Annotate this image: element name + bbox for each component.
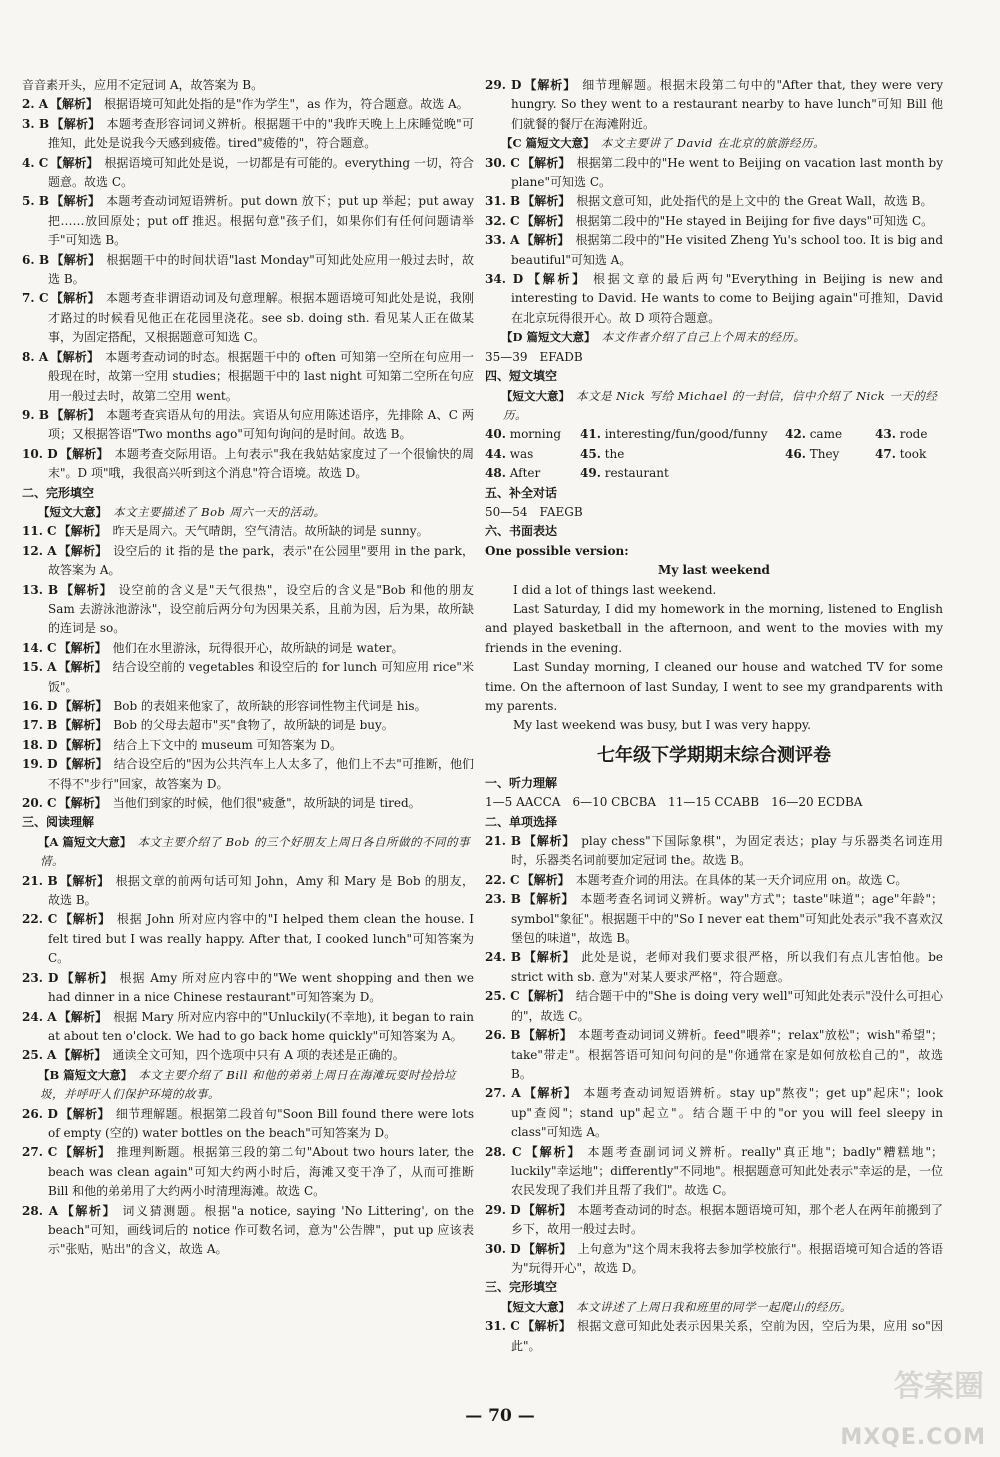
analysis-tag: 【解析】	[59, 1145, 111, 1160]
passage-summary	[22, 503, 474, 522]
fill-blank-answers	[485, 425, 943, 483]
question-number: 10. D	[22, 446, 58, 461]
analysis-text: Bob 的表姐来他家了，故所缺的形容词性物主代词是 his。	[113, 699, 427, 713]
answer-entry	[22, 251, 474, 290]
analysis-text: 结合题干中的"She is doing very well"可知此处表示"没什么可担心的"，故选 C。	[511, 989, 943, 1023]
blank-word: morning	[505, 427, 562, 442]
summary-tag: 【B 篇短文大意】	[38, 1067, 133, 1082]
blank-number: 44.	[485, 446, 506, 461]
analysis-tag: 【解析】	[51, 116, 101, 131]
question-number: 15. A	[22, 660, 57, 675]
question-number: 25. A	[22, 1048, 57, 1063]
answer-entry	[22, 192, 474, 250]
analysis-tag: 【解析】	[522, 1241, 572, 1256]
answer-entry	[22, 522, 474, 541]
analysis-tag: 【解析】	[60, 1203, 117, 1218]
question-number: 12. A	[22, 543, 57, 558]
answer-line: 35—39 EFADB	[485, 349, 583, 364]
blank-word: rode	[895, 427, 928, 442]
analysis-tag: 【解析】	[50, 97, 99, 112]
question-number: 24. B	[485, 950, 522, 965]
analysis-tag: 【解析】	[50, 291, 100, 306]
summary-text: 本文讲述了上周日我和班里的同学一起爬山的经历。	[576, 1299, 852, 1314]
answer-entry	[22, 406, 474, 445]
blank-number: 46.	[785, 446, 806, 461]
analysis-text: 推理判断题。根据第三段的第二句"About two hours later, the beach was clean again"可知大约两小时后，海滩又变干净了，从而可推断 Bill 和他的弟弟用了大约两小时清理海滩。故选 C。	[48, 1145, 474, 1199]
analysis-tag: 【解析】	[58, 796, 107, 811]
analysis-text: 根据文意可知，此处指代的是上文中的 the Great Wall，故选 B。	[576, 194, 933, 209]
analysis-tag: 【解析】	[523, 834, 576, 849]
question-number: 20. C	[22, 796, 57, 811]
analysis-text: 本题考查宾语从句的用法。宾语从句应用陈述语序，先排除 A、C 两项；又根据答语"Two months ago"可知句询问的是时间。故选 B。	[48, 407, 474, 442]
blank-answer	[875, 425, 935, 444]
analysis-text: 根据第二段中的"He visited Zheng Yu's school too. It is big and beautiful"可知选 A。	[511, 233, 943, 267]
analysis-tag: 【解析】	[59, 699, 108, 713]
answer-entry	[22, 115, 474, 154]
answer-entry	[485, 987, 943, 1026]
answer-entry	[22, 1008, 474, 1047]
passage-summary	[485, 1298, 943, 1317]
question-number: 23. B	[485, 892, 521, 907]
answer-entry	[22, 1202, 474, 1260]
analysis-text: 根据 John 所对应内容中的"I helped them clean the house. I felt tired but I was really happy. After that, I cooked lunch"可知答案为 C。	[48, 912, 474, 966]
analysis-tag: 【解析】	[58, 1009, 108, 1024]
question-number: 29. D	[485, 78, 522, 92]
analysis-text: 本题考查交际用语。上句表示"我在我姑姑家度过了一个很愉快的周末"。D 项"哦，我很高兴听到这个消息"符合语境。故选 D。	[48, 446, 474, 481]
question-number: 27. C	[22, 1145, 58, 1160]
blank-number: 49.	[580, 466, 601, 481]
summary-text: 本文主要介绍了 Bob 的三个好朋友上周日各自所做的不同的事情。	[40, 834, 470, 869]
blank-answer	[485, 425, 580, 444]
analysis-tag: 【解析】	[58, 640, 107, 655]
answer-entry	[485, 212, 943, 231]
analysis-tag: 【解析】	[59, 757, 108, 772]
analysis-text: 他们在水里游泳，玩得很开心，故所缺的词是 water。	[112, 640, 404, 655]
analysis-tag: 【解析】	[523, 78, 577, 92]
summary-tag: 【C 篇短文大意】	[501, 136, 595, 151]
analysis-text: 本题考查动词短语辨析。stay up"熬夜"；get up"起床"；look up"查阅"；stand up"起立"。结合题干中的"or you will feel sleepy in class"可知选 A。	[511, 1086, 943, 1140]
analysis-text: 此处是说，老师对我们要求很严格，所以我们有点儿害怕他。be strict with sb. 意为"对某人要求严格"，符合题意。	[511, 950, 943, 984]
blank-number: 48.	[485, 466, 506, 481]
blank-number: 42.	[785, 427, 806, 442]
answer-entry	[22, 736, 474, 755]
blank-number: 41.	[580, 427, 601, 442]
essay-paragraph: My last weekend was busy, but I was very happy.	[513, 718, 811, 733]
analysis-tag: 【解析】	[59, 912, 111, 927]
analysis-text: 根据 Mary 所对应内容中的"Unluckily(不幸地), it began to rain at about ten o'clock. We had to go back home quickly"可知答案为 A。	[48, 1009, 474, 1043]
analysis-text: 通读全文可知，四个选项中只有 A 项的表述是正确的。	[112, 1048, 405, 1063]
analysis-tag: 【解析】	[59, 873, 110, 888]
passage-summary	[485, 387, 943, 426]
passage-summary	[485, 328, 943, 347]
analysis-text: 昨天是周六。天气晴朗，空气清洁。故所缺的词是 sunny。	[112, 524, 429, 539]
answer-entry	[22, 697, 474, 716]
question-number: 17. B	[22, 718, 58, 733]
watermark-logo	[829, 1369, 994, 1450]
analysis-text: 词义猜测题。根据"a notice, saying 'No Littering', on the beach"可知，画线词后的 notice 作可数名词，意为"公告牌"，put up 应该表示"张贴，贴出"的含义，故选 A。	[48, 1203, 474, 1257]
blank-number: 43.	[875, 427, 896, 442]
analysis-tag: 【解析】	[523, 950, 576, 965]
question-number: 19. D	[22, 757, 58, 772]
analysis-text: 本题考查动词短语辨析。put down 放下；put up 举起；put away 把……放回原处；put off 推迟。根据句意"孩子们，如果你们有任何问题请举手"可知选 B。	[48, 194, 474, 248]
answer-entry	[485, 871, 943, 890]
question-number: 5. B	[22, 194, 50, 209]
essay-body	[485, 581, 943, 736]
question-number: 29. D	[485, 1202, 521, 1217]
answer-entry	[22, 969, 474, 1008]
summary-tag: 【短文大意】	[501, 1299, 570, 1314]
analysis-text: 根据语境可知此处指的是"作为学生"，as 作为，符合题意。故选 A。	[104, 97, 469, 112]
answer-entry	[22, 542, 474, 581]
analysis-tag: 【解析】	[521, 872, 570, 887]
answer-entry	[22, 1105, 474, 1144]
analysis-tag: 【解析】	[521, 155, 571, 170]
analysis-tag: 【解析】	[58, 543, 108, 558]
question-number: 32. C	[485, 213, 520, 228]
analysis-text: 本题考查形容词词义辨析。根据题干中的"我昨天晚上上床睡觉晚"可推知，此处是说我今天感到疲倦。tired"疲倦的"，符合题意。	[48, 116, 474, 151]
analysis-text: 设空后的 it 指的是 the park，表示"在公园里"要用 in the park，故答案为 A。	[48, 543, 474, 578]
answer-entry	[485, 76, 943, 134]
analysis-text: 根据 Amy 所对应内容中的"We went shopping and then we had dinner in a nice Chinese restaurant"可知答案为 D。	[48, 970, 474, 1005]
question-number: 34. D	[485, 272, 524, 287]
blank-answer	[580, 464, 785, 483]
section-heading: One possible version:	[485, 543, 629, 558]
section-heading: 五、补全对话	[485, 485, 558, 500]
answer-entry	[22, 581, 474, 639]
question-number: 33. A	[485, 233, 520, 248]
answer-entry	[22, 1046, 474, 1065]
passage-summary	[22, 833, 474, 872]
answer-line: 1—5 AACCA 6—10 CBCBA 11—15 CCABB 16—20 ECDBA	[485, 795, 863, 810]
question-number: 18. D	[22, 737, 58, 752]
question-number: 16. D	[22, 699, 58, 713]
analysis-tag: 【解析】	[521, 233, 570, 248]
blank-number: 45.	[580, 446, 601, 461]
answer-entry	[485, 1201, 943, 1240]
essay-paragraph: Last Sunday morning, I cleaned our house and watched TV for some time. On the afternoon of last Sunday, I went to see my grandparents with my parents.	[485, 660, 943, 713]
blank-answer	[485, 445, 580, 464]
analysis-tag: 【解析】	[51, 407, 101, 422]
analysis-text: 本题考查名词词义辨析。way"方式"；taste"味道"；age"年龄"；symbol"象征"。根据题干中的"So I never eat them"可知此处表示"我不喜欢汉堡包的味道"，故选 B。	[511, 892, 943, 946]
watermark-cn: 答案圈	[894, 1369, 984, 1404]
blank-word: the	[600, 446, 625, 461]
analysis-tag: 【解析】	[522, 892, 575, 907]
answer-entry	[22, 872, 474, 911]
question-number: 28. A	[22, 1203, 59, 1218]
question-number: 30. C	[485, 155, 520, 170]
essay-paragraph: I did a lot of things last weekend.	[513, 582, 717, 597]
exam-title: 七年级下学期期末综合测评卷	[597, 744, 831, 766]
analysis-text: Bob 的父母去超市"买"食物了，故所缺的词是 buy。	[113, 718, 394, 733]
blank-number: 40.	[485, 427, 506, 442]
question-number: 22. C	[485, 872, 520, 887]
summary-text: 本文主要介绍了 Bill 和他的弟弟上周日在海滩玩耍时捡拾垃圾，并呼吁人们保护环境的故事。	[40, 1067, 457, 1102]
essay-title: My last weekend	[658, 563, 770, 578]
analysis-tag: 【解析】	[60, 582, 113, 597]
answer-entry	[485, 154, 943, 193]
analysis-text: 根据第二段中的"He went to Beijing on vacation last month by plane"可知选 C。	[511, 155, 943, 190]
analysis-tag: 【解析】	[58, 660, 107, 675]
answer-entry	[22, 95, 474, 114]
answer-entry	[485, 832, 943, 871]
blank-word: After	[505, 466, 541, 481]
answer-entry	[22, 716, 474, 735]
blank-answer	[580, 445, 785, 464]
answer-entry	[22, 794, 474, 813]
analysis-tag: 【解析】	[525, 272, 587, 287]
analysis-tag: 【解析】	[60, 970, 114, 985]
summary-tag: 【短文大意】	[501, 388, 570, 403]
answer-entry	[22, 658, 474, 697]
question-number: 30. D	[485, 1241, 521, 1256]
blank-answer	[785, 425, 875, 444]
summary-text: 本文主要描述了 Bob 周六一天的活动。	[113, 504, 326, 519]
question-number: 26. B	[485, 1028, 521, 1043]
analysis-text: 根据语境可知此处是说，一切都是有可能的。everything 一切，符合题意。故选 C。	[48, 155, 474, 190]
section-heading: 三、完形填空	[485, 1280, 558, 1295]
analysis-text: 上句意为"这个周末我将去参加学校旅行"。根据语境可知合适的答语为"玩得开心"，故选 D。	[511, 1241, 943, 1275]
question-number: 25. C	[485, 989, 520, 1004]
analysis-text: play chess"下国际象棋"，为固定表达；play 与乐器类名词连用时，乐器类名词前要加定冠词 the。故选 B。	[511, 834, 943, 868]
answer-entry	[485, 270, 943, 328]
summary-tag: 【D 篇短文大意】	[501, 330, 596, 345]
summary-text: 本文是 Nick 写给 Michael 的一封信，信中介绍了 Nick 一天的经历。	[503, 388, 938, 422]
blank-word: took	[895, 446, 927, 461]
analysis-tag: 【解析】	[50, 155, 99, 170]
analysis-text: 根据第二段中的"He stayed in Beijing for five days"可知选 C。	[575, 213, 934, 228]
question-number: 6. B	[22, 252, 50, 267]
answer-entry	[485, 192, 943, 211]
analysis-text: 本题考查动词的时态。根据本题语境可知，那个老人在两年前搬到了乡下，故用一般过去时。	[511, 1202, 943, 1237]
summary-tag: 【A 篇短文大意】	[38, 834, 132, 849]
answer-line: 音音素开头，应用不定冠词 A，故答案为 B。	[22, 78, 264, 92]
question-number: 3. B	[22, 116, 50, 131]
analysis-tag: 【解析】	[51, 194, 101, 209]
analysis-text: 根据文意可知此处表示因果关系，空前为因，空后为果，应用 so"因此"。	[511, 1319, 943, 1353]
section-heading: 三、阅读理解	[22, 815, 95, 830]
analysis-text: 设空前的含义是"天气很热"，设空后的含义是"Bob 和他的朋友 Sam 去游泳池游泳"，设空前后两分句为因果关系，且前为因，后为果，故所缺的连词是 so。	[48, 582, 474, 636]
answer-entry	[22, 348, 474, 406]
summary-tag: 【短文大意】	[38, 504, 107, 519]
question-number: 7. C	[22, 291, 49, 306]
answer-line: 50—54 FAEGB	[485, 504, 583, 519]
analysis-text: 细节理解题。根据第二段首句"Soon Bill found there were lots of empty (空的) water bottles on the beach"可知答案为 D。	[48, 1106, 474, 1140]
analysis-tag: 【解析】	[51, 252, 101, 267]
answer-entry	[22, 1143, 474, 1201]
analysis-text: 结合设空后的"因为公共汽车上人太多了，他们上不去"可推断，他们不得不"步行"回家，故答案为 D。	[48, 757, 475, 791]
question-number: 24. A	[22, 1009, 57, 1024]
section-heading: 四、短文填空	[485, 369, 558, 384]
analysis-text: 结合设空前的 vegetables 和设空后的 for lunch 可知应用 rice"米饭"。	[48, 660, 474, 694]
watermark-url: MXQE.COM	[840, 1424, 986, 1450]
answer-entry	[485, 231, 943, 270]
blank-word: restaurant	[600, 466, 669, 481]
blank-word: They	[805, 446, 840, 461]
analysis-text: 本题考查介词的用法。在具体的某一天介词应用 on。故选 C。	[575, 872, 908, 887]
answer-entry	[22, 445, 474, 484]
analysis-tag: 【解析】	[58, 1048, 107, 1063]
question-number: 31. B	[485, 194, 521, 209]
section-heading: 六、书面表达	[485, 524, 558, 539]
analysis-text: 本题考查动词词义辨析。feed"喂养"；relax"放松"；wish"希望"；take"带走"。根据答语可知问句问的是"你通常在家是如何放松自己的"，故选 B。	[511, 1028, 943, 1081]
analysis-tag: 【解析】	[50, 349, 100, 364]
passage-summary	[22, 1066, 474, 1105]
analysis-text: 本题考查非谓语动词及句意理解。根据本题语境可知此处是说，我刚才路过的时候看见他正在花园里浇花。see sb. doing sth. 看见某人正在做某事，为固定搭配，又根据题意可知选 C。	[48, 291, 474, 345]
section-heading: 二、完形填空	[22, 485, 95, 500]
section-heading: 二、单项选择	[485, 814, 558, 829]
answer-entry	[22, 639, 474, 658]
blank-answer	[485, 464, 580, 483]
answer-entry	[485, 1026, 943, 1084]
blank-answer	[875, 445, 935, 464]
answer-entry	[485, 1143, 943, 1201]
analysis-tag: 【解析】	[58, 524, 107, 539]
analysis-text: 本题考查动词的时态。根据题干中的 often 可知第一空所在句应用一般现在时，故第一空用 studies；根据题干中的 last night 可知第二空所在句应用一般过去时，故第二空用 went。	[48, 349, 475, 403]
analysis-tag: 【解析】	[59, 446, 109, 461]
summary-text: 本文作者介绍了自己上个周末的经历。	[601, 330, 806, 345]
answer-entry	[22, 289, 474, 347]
right-column	[485, 76, 943, 1356]
analysis-tag: 【解析】	[521, 213, 570, 228]
question-number: 28. C	[485, 1144, 522, 1159]
answer-entry	[22, 910, 474, 968]
question-number: 8. A	[22, 349, 49, 364]
question-number: 9. B	[22, 407, 50, 422]
analysis-text: 根据题干中的时间状语"last Monday"可知此处应用一般过去时，故选 B。	[48, 252, 474, 287]
analysis-tag: 【解析】	[521, 1319, 572, 1334]
answer-entry	[22, 154, 474, 193]
analysis-tag: 【解析】	[522, 1202, 572, 1217]
analysis-tag: 【解析】	[522, 1086, 578, 1101]
section-heading: 一、听力理解	[485, 775, 558, 790]
answer-entry	[22, 755, 474, 794]
blank-word: came	[805, 427, 843, 442]
analysis-text: 细节理解题。根据末段第二句中的"After that, they were very hungry. So they went to a restaurant nearby to have lunch"可知 Bill 他们就餐的餐厅在海滩附近。	[511, 78, 943, 131]
blank-word: was	[505, 446, 534, 461]
question-number: 13. B	[22, 582, 59, 597]
page-number: — 70 —	[465, 1406, 535, 1426]
question-number: 11. C	[22, 524, 57, 539]
answer-entry	[485, 1240, 943, 1279]
analysis-text: 结合上下文中的 museum 可知答案为 D。	[113, 737, 343, 752]
question-number: 22. C	[22, 912, 58, 927]
question-number: 21. B	[485, 834, 522, 849]
question-number: 2. A	[22, 97, 49, 112]
question-number: 14. C	[22, 640, 57, 655]
passage-summary	[485, 134, 943, 153]
analysis-tag: 【解析】	[521, 989, 570, 1004]
essay-paragraph: Last Saturday, I did my homework in the morning, listened to English and played basketball in the afternoon, and went to the movies with my friends in the evening.	[485, 601, 943, 655]
analysis-tag: 【解析】	[59, 737, 108, 752]
question-number: 27. A	[485, 1086, 521, 1101]
analysis-text: 当他们到家的时候，他们很"疲惫"，故所缺的词是 tired。	[112, 796, 421, 811]
blank-answer	[785, 445, 875, 464]
answer-entry	[485, 1317, 943, 1356]
left-column	[22, 76, 474, 1260]
question-number: 31. C	[485, 1319, 520, 1334]
analysis-tag: 【解析】	[523, 1144, 582, 1159]
question-number: 23. D	[22, 970, 59, 985]
analysis-tag: 【解析】	[522, 194, 571, 209]
answer-entry	[485, 948, 943, 987]
blank-number: 47.	[875, 446, 896, 461]
analysis-tag: 【解析】	[59, 718, 108, 733]
question-number: 4. C	[22, 155, 49, 170]
question-number: 26. D	[22, 1106, 58, 1121]
analysis-tag: 【解析】	[522, 1028, 573, 1043]
answer-entry	[485, 1084, 943, 1142]
analysis-text: 本题考查副词词义辨析。really"真正地"；badly"糟糕地"；luckily"幸运地"；differently"不同地"。根据题意可知此处表示"幸运的是，一位农民发现了我们并且帮了我们"。故选 C。	[511, 1144, 943, 1198]
answer-entry	[485, 890, 943, 948]
analysis-text: 根据文章的最后两句"Everything in Beijing is new and interesting to David. He wants to come to Beijing again"可推知，David 在北京玩得很开心。故 D 项符合题意。	[511, 272, 943, 325]
blank-word: interesting/fun/good/funny	[600, 427, 768, 442]
analysis-text: 根据文章的前两句话可知 John，Amy 和 Mary 是 Bob 的朋友，故选 B。	[48, 873, 474, 908]
analysis-tag: 【解析】	[59, 1106, 110, 1121]
blank-answer	[580, 425, 785, 444]
summary-text: 本文主要讲了 David 在北京的旅游经历。	[600, 136, 826, 151]
question-number: 21. B	[22, 873, 58, 888]
